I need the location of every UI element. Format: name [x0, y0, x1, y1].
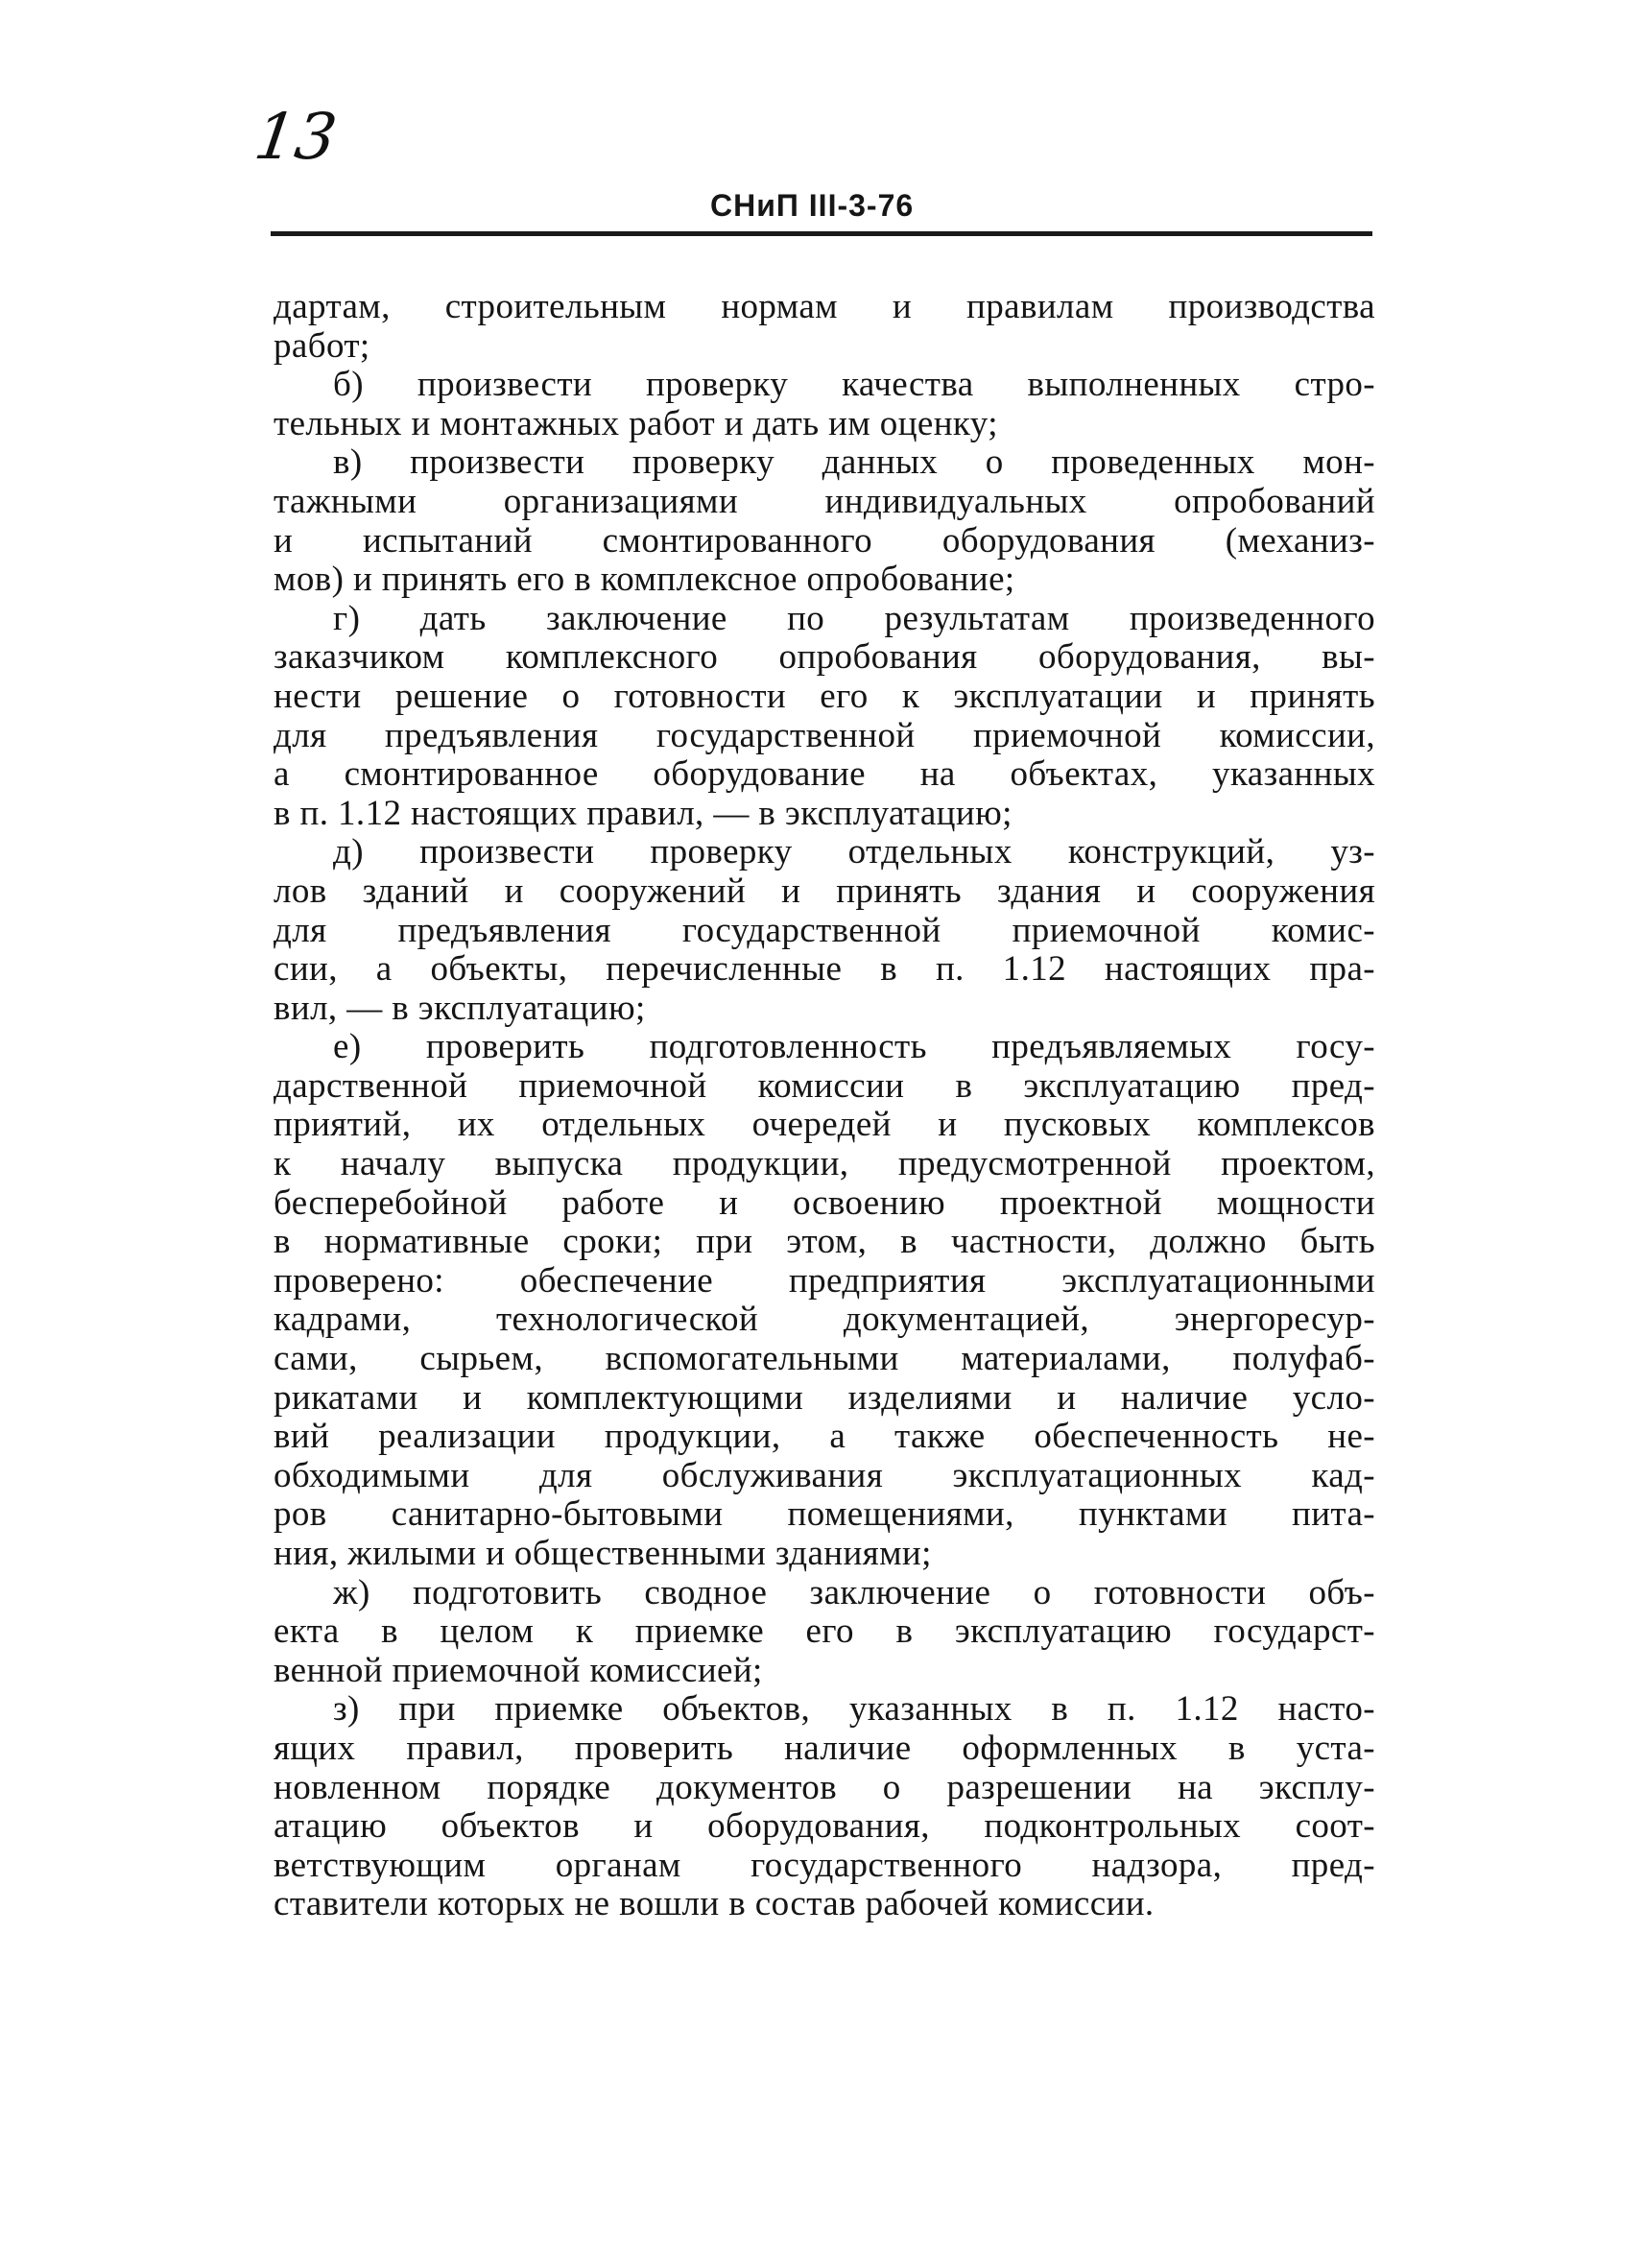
text-line: атацию объектов и оборудования, подконтрольных соот- [274, 1807, 1375, 1847]
paragraph [274, 1690, 1375, 1924]
text-line: бесперебойной работе и освоению проектной мощности [274, 1183, 1375, 1223]
text-line: ж) подготовить сводное заключение о готовности объ- [333, 1573, 1375, 1612]
text-line: вий реализации продукции, а также обеспеченность не- [274, 1418, 1375, 1457]
header-rule [271, 231, 1372, 236]
text-line: ветствующим органам государственного надзора, пред- [274, 1846, 1375, 1885]
text-line: венной приемочной комиссией; [274, 1651, 763, 1690]
text-line: вил, — в эксплуатацию; [274, 989, 646, 1028]
text-line: ставители которых не вошли в состав рабочей комиссии. [274, 1885, 1155, 1924]
text-line: сами, сырьем, вспомогательными материалами, полуфаб- [274, 1340, 1375, 1379]
text-line: работ; [274, 326, 370, 366]
text-line: а смонтированное оборудование на объектах, указанных [274, 755, 1375, 795]
document-code: СНиП III-3-76 [710, 188, 915, 223]
text-line: лов зданий и сооружений и принять здания и сооружения [274, 871, 1375, 911]
text-line: екта в целом к приемке его в эксплуатацию государст- [274, 1612, 1375, 1652]
text-line: рикатами и комплектующими изделиями и наличие усло- [274, 1378, 1375, 1418]
text-line: з) при приемке объектов, указанных в п. 1.12 насто- [333, 1690, 1375, 1730]
text-line: сии, а объекты, перечисленные в п. 1.12 настоящих пра- [274, 950, 1375, 990]
text-line: в) произвести проверку данных о проведенных мон- [333, 443, 1375, 483]
text-line: новленном порядке документов о разрешении на эксплу- [274, 1768, 1375, 1807]
text-line: для предъявления государственной приемочной комис- [274, 911, 1375, 950]
text-line: и испытаний смонтированного оборудования (механиз- [274, 521, 1375, 561]
text-line: приятий, их отдельных очередей и пусковых комплексов [274, 1106, 1375, 1145]
text-line: д) произвести проверку отдельных конструкций, уз- [333, 833, 1375, 872]
text-line: проверено: обеспечение предприятия эксплуатационными [274, 1261, 1375, 1301]
text-line: дарственной приемочной комиссии в эксплуатацию пред- [274, 1066, 1375, 1106]
text-line: мов) и принять его в комплексное опробование; [274, 561, 1015, 600]
page-number: 13 [250, 100, 342, 174]
text-line: ров санитарно-бытовыми помещениями, пунктами пита- [274, 1495, 1375, 1535]
paragraph [274, 443, 1375, 599]
text-line: обходимыми для обслуживания эксплуатационных кад- [274, 1456, 1375, 1495]
paragraph [274, 1574, 1375, 1691]
paragraph [274, 1028, 1375, 1573]
text-line: кадрами, технологической документацией, энергоресур- [274, 1301, 1375, 1340]
text-line: к началу выпуска продукции, предусмотренной проектом, [274, 1145, 1375, 1184]
paragraph [274, 600, 1375, 834]
text-line: тажными организациями индивидуальных опробований [274, 482, 1375, 521]
text-line: в п. 1.12 настоящих правил, — в эксплуатацию; [274, 794, 1013, 833]
text-line: заказчиком комплексного опробования оборудования, вы- [274, 638, 1375, 678]
text-line: б) произвести проверку качества выполненных стро- [333, 366, 1375, 405]
text-line: в нормативные сроки; при этом, в частности, должно быть [274, 1223, 1375, 1262]
text-line: для предъявления государственной приемочной комиссии, [274, 716, 1375, 755]
text-line: дартам, строительным нормам и правилам производства [274, 288, 1375, 326]
paragraph [274, 288, 1375, 366]
paragraph [274, 833, 1375, 1028]
text-line: ящих правил, проверить наличие оформленных в уста- [274, 1729, 1375, 1768]
text-line: ния, жилыми и общественными зданиями; [274, 1535, 932, 1573]
text-line: тельных и монтажных работ и дать им оценку; [274, 404, 998, 443]
body-text [274, 288, 1375, 1924]
paragraph [274, 366, 1375, 443]
text-line: нести решение о готовности его к эксплуатации и принять [274, 677, 1375, 716]
text-line: г) дать заключение по результатам произведенного [333, 599, 1375, 638]
text-line: е) проверить подготовленность предъявляемых госу- [333, 1028, 1375, 1067]
